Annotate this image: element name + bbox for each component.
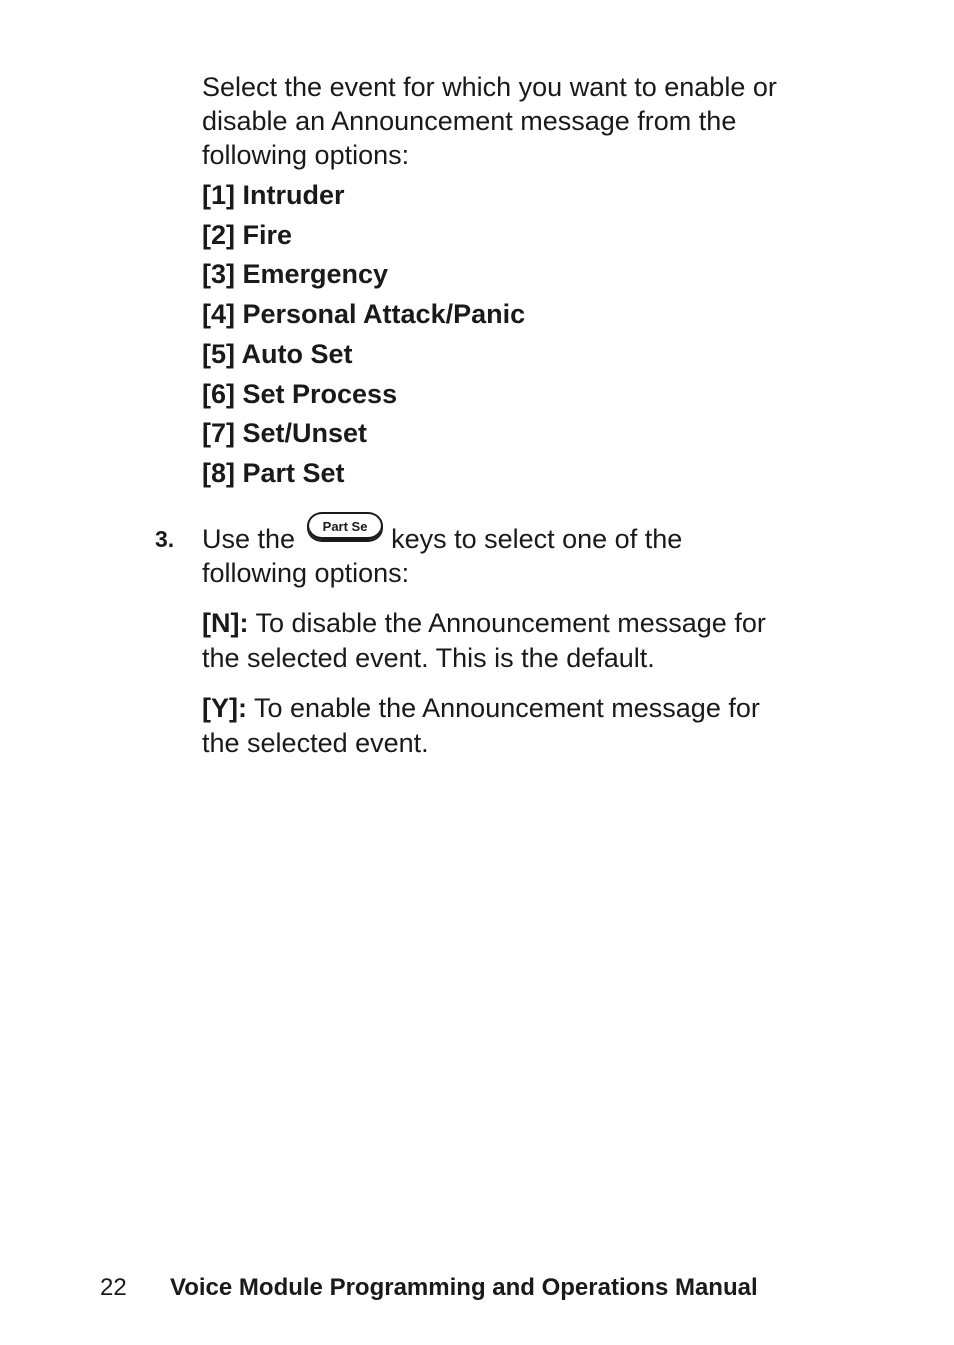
choice-enable <box>202 691 792 761</box>
choice-disable-tag: [N]: <box>202 608 249 638</box>
page-number: 22 <box>100 1274 127 1301</box>
step-text-before: Use the <box>202 524 296 554</box>
step-text-after: keys to select one of the following options: <box>202 524 683 588</box>
option-intruder: [1] Intruder <box>202 180 345 210</box>
page-footer <box>100 1274 758 1302</box>
option-part-set: [8] Part Set <box>202 457 345 488</box>
option-fire: [2] Fire <box>202 219 293 250</box>
choice-enable-text: To enable the Announcement message for the selected event. <box>202 693 760 758</box>
choice-disable <box>202 606 792 676</box>
choice-disable-text: To disable the Announcement message for the selected event. This is the default. <box>202 608 766 673</box>
part-set-key-icon: Part Se <box>307 512 383 542</box>
choice-enable-tag: [Y]: <box>202 693 247 723</box>
option-set-process: [6] Set Process <box>202 378 398 409</box>
option-set-unset: [7] Set/Unset <box>202 418 368 449</box>
step-text <box>202 518 792 590</box>
option-personal-attack-panic: [4] Personal Attack/Panic <box>202 299 526 330</box>
option-emergency: [3] Emergency <box>202 259 389 290</box>
step-number: 3. <box>155 526 175 552</box>
option-auto-set: [5] Auto Set <box>202 338 353 369</box>
intro-paragraph: Select the event for which you want to enable or disable an Announcement message from the following options: <box>202 72 777 170</box>
event-options-list <box>202 176 525 494</box>
manual-title: Voice Module Programming and Operations Manual <box>170 1274 758 1301</box>
